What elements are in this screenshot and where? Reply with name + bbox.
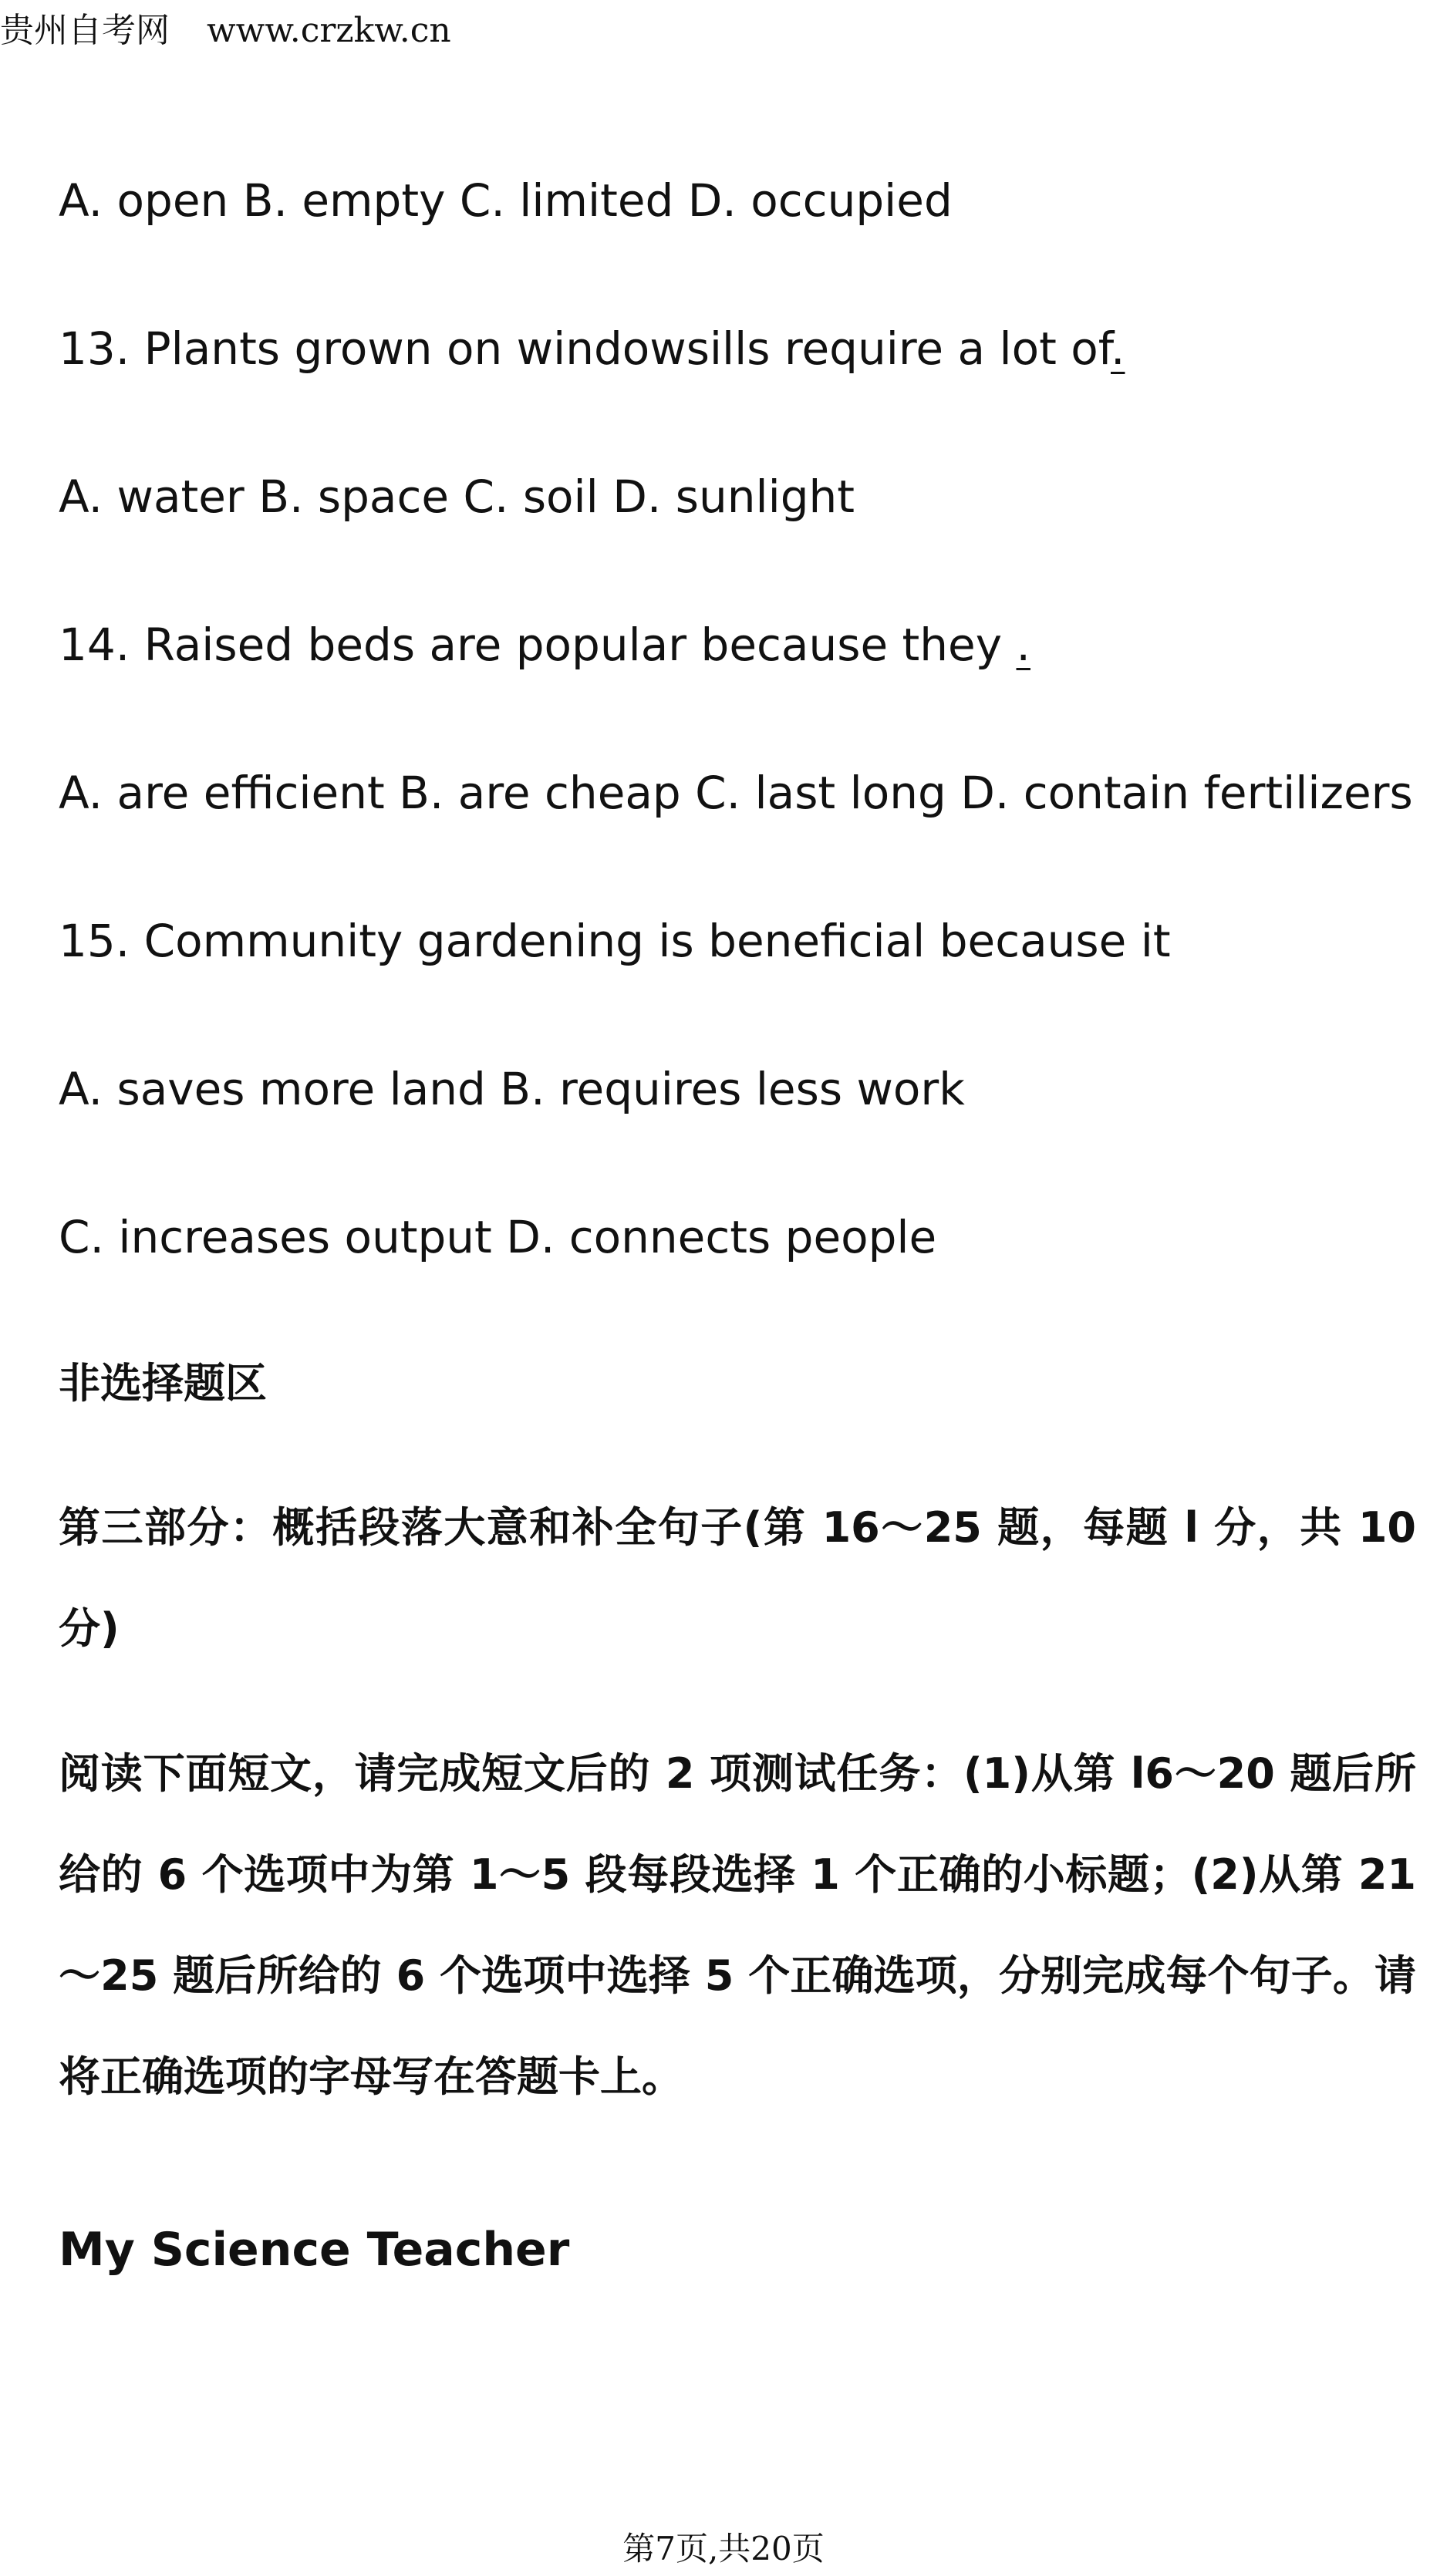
q15-options-line1: A. saves more land B. requires less work: [59, 1063, 965, 1115]
q15-stem: 15. Community gardening is beneficial because it: [59, 915, 1171, 967]
q14-answer-blank: .: [1016, 619, 1030, 671]
site-name: 贵州自考网: [0, 11, 170, 50]
q14-stem: [59, 614, 1030, 676]
section-heading: 非选择题区: [59, 1359, 267, 1408]
q13-stem: [59, 318, 1125, 379]
q13-options: A. water B. space C. soil D. sunlight: [59, 470, 855, 523]
page-indicator: 第7页,共20页: [622, 2530, 825, 2568]
page-footer: [0, 2526, 1447, 2572]
q14-stem-text: 14. Raised beds are popular because they: [59, 619, 1017, 671]
q13-stem-text: 13. Plants grown on windowsills require a lot of: [59, 322, 1111, 375]
site-url: www.crzkw.cn: [207, 11, 451, 50]
page-header: [0, 8, 451, 54]
instructions: 阅读下面短文，请完成短文后的 2 项测试任务：(1)从第 l6～20 题后所给的 6 个选项中为第 1～5 段每段选择 1 个正确的小标题；(2)从第 21～25 题后所给的 6 个选项中选择 5 个正确选项，分别完成每个句子。请将正确选项的字母写在答题卡上。: [59, 1749, 1416, 2101]
q13-answer-blank: .: [1111, 322, 1125, 375]
part-title: 第三部分：概括段落大意和补全句子(第 16～25 题，每题 l 分，共 10 分): [59, 1503, 1416, 1653]
q15-options-line2: C. increases output D. connects people: [59, 1211, 937, 1263]
q12-options: A. open B. empty C. limited D. occupied: [59, 174, 953, 227]
q14-options: A. are efficient B. are cheap C. last long D. contain fertilizers: [59, 767, 1413, 819]
passage-title: My Science Teacher: [59, 2223, 570, 2277]
